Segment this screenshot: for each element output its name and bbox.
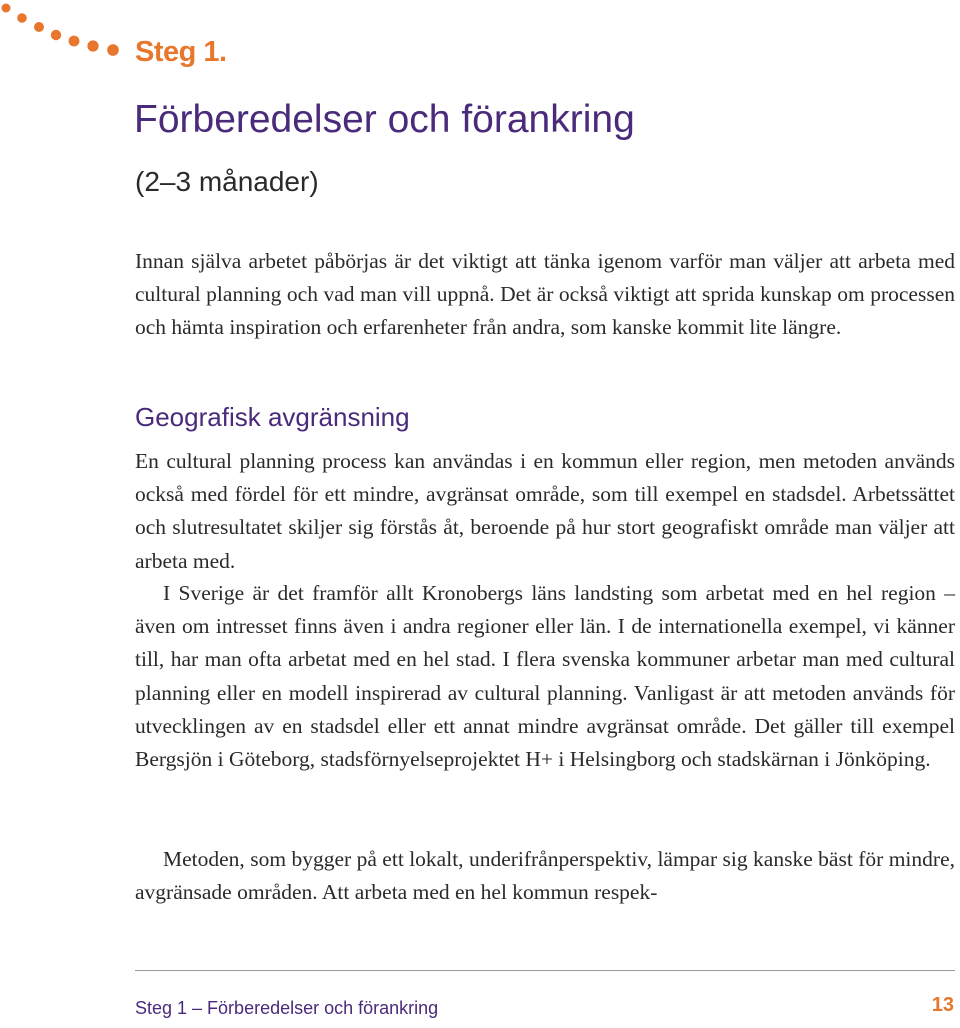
dot-trail-icon — [0, 0, 140, 70]
intro-paragraph: Innan själva arbetet påbörjas är det viktigt att tänka igenom varför man väljer att arbeta med cultural planning och vad man vill uppnå. Det är också viktigt att sprida kunskap om processen och hämta inspiration och erfarenheter från andra, som kanske kommit lite längre. — [135, 249, 955, 340]
page-number: 13 — [931, 994, 954, 1016]
page-subtitle: (2–3 månader) — [135, 166, 319, 197]
running-footer: Steg 1 – Förberedelser och förankring — [135, 998, 439, 1018]
body-paragraph-2: I Sverige är det framför allt Kronobergs läns landsting som arbetat med en hel region – även om intresset finns även i andra regioner eller län. I de internationella exempel, vi känner till, har man ofta arbetat med en hel stad. I flera svenska kommuner arbetar man med cultural planning eller en modell inspirerad av cultural planning. Vanligast är att metoden används för utvecklingen av en stadsdel eller ett annat mindre avgränsat område. Det gäller till exempel Bergsjön i Göteborg, stadsförnyelseprojektet H+ i Helsingborg och stadskärnan i Jönköping. — [135, 581, 955, 772]
page-title: Förberedelser och förankring — [134, 98, 635, 141]
section-heading: Geografisk avgränsning — [135, 402, 410, 432]
body-paragraph-3: Metoden, som bygger på ett lokalt, underifrånperspektiv, lämpar sig kanske bäst för mindre, avgränsade områden. Att arbeta med en hel kommun respek- — [135, 847, 955, 905]
step-label: Steg 1. — [135, 36, 227, 68]
body-paragraph-1: En cultural planning process kan användas i en kommun eller region, men metoden används också med fördel för ett mindre, avgränsat område, som till exempel en stadsdel. Arbetssättet och slutresultatet skiljer sig förstås åt, beroende på hur stort geografiskt område man väljer att arbeta med. — [135, 449, 955, 573]
footer-divider — [135, 970, 955, 971]
